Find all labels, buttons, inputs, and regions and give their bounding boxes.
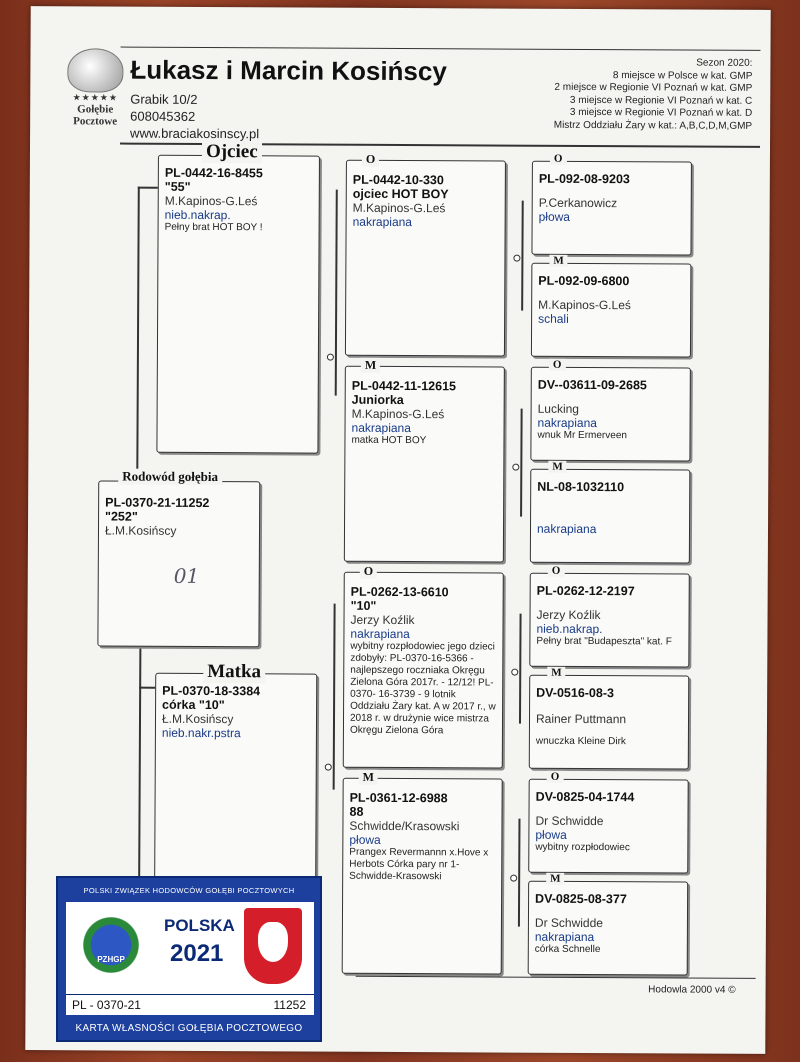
card-ring-serial: 11252 bbox=[273, 998, 306, 1012]
grandmother-paternal-box bbox=[344, 366, 505, 563]
connector-dot bbox=[511, 669, 518, 676]
pedigree-ring: PL-0442-10-330 bbox=[352, 172, 444, 188]
subject-title: Rodowód gołębia bbox=[118, 469, 222, 486]
connector-dot bbox=[512, 464, 519, 471]
mother-owner: Ł.M.Kosińscy bbox=[161, 711, 234, 727]
father-color: nieb.nakrap. bbox=[164, 207, 231, 223]
sex-tag: O bbox=[548, 565, 565, 577]
father-name: "55" bbox=[164, 179, 191, 194]
pedigree-note: wnuczka Kleine Dirk bbox=[535, 735, 626, 748]
pedigree-ring: PL-0442-11-12615 bbox=[351, 378, 457, 394]
card-country: POLSKA bbox=[164, 916, 235, 935]
pedigree-owner: Rainer Puttmann bbox=[535, 711, 627, 727]
pedigree-note: córka Schnelle bbox=[534, 943, 601, 956]
club-logo bbox=[60, 48, 130, 127]
pedigree-note: matka HOT BOY bbox=[351, 434, 427, 447]
great-grandparent-box bbox=[530, 367, 690, 462]
sex-tag: M bbox=[546, 873, 564, 885]
season-results bbox=[554, 57, 753, 133]
pedigree-color: płowa bbox=[535, 827, 567, 842]
connector-dot bbox=[510, 875, 517, 882]
great-grandparent-box bbox=[528, 881, 688, 976]
pedigree-ring: PL-092-08-9203 bbox=[538, 171, 630, 187]
connector-dot bbox=[325, 764, 332, 771]
pedigree-ring: DV--03611-09-2685 bbox=[537, 377, 647, 393]
pedigree-ring: NL-08-1032110 bbox=[537, 479, 625, 495]
pedigree-color: schali bbox=[538, 311, 569, 326]
pedigree-ring: PL-0361-12-6988 bbox=[349, 790, 448, 806]
ownership-card bbox=[56, 876, 322, 1042]
polish-eagle-icon bbox=[244, 908, 302, 984]
pedigree-owner: P.Cerkanowicz bbox=[538, 195, 618, 211]
mother-box bbox=[154, 673, 317, 888]
connector bbox=[518, 819, 520, 927]
pedigree-color: płowa bbox=[538, 209, 571, 224]
great-grandparent-box bbox=[530, 469, 690, 564]
connector-dot bbox=[513, 255, 520, 262]
contact-info bbox=[130, 91, 259, 143]
sex-tag: O bbox=[547, 771, 564, 783]
great-grandparent-box bbox=[529, 675, 689, 770]
card-ring-number bbox=[66, 994, 314, 1015]
card-header: POLSKI ZWIĄZEK HODOWCÓW GOŁĘBI POCZTOWYCH bbox=[83, 886, 295, 895]
mother-ring: PL-0370-18-3384 bbox=[162, 683, 261, 699]
mother-title: Matka bbox=[203, 661, 265, 683]
connector bbox=[519, 614, 521, 724]
pedigree-ring: DV-0516-08-3 bbox=[536, 685, 615, 701]
connector bbox=[335, 190, 338, 396]
sex-tag: O bbox=[362, 152, 379, 167]
sex-tag: M bbox=[549, 255, 567, 267]
great-grandparent-box bbox=[531, 161, 691, 256]
subject-name: "252" bbox=[105, 509, 138, 524]
season-line: 3 miejsce w Regionie VI Poznań w kat. C bbox=[569, 94, 753, 107]
pedigree-owner: M.Kapinos-G.Leś bbox=[538, 297, 631, 313]
father-title: Ojciec bbox=[202, 141, 262, 163]
pedigree-owner: Dr Schwidde bbox=[535, 813, 604, 829]
pedigree-ring: DV-0825-04-1744 bbox=[535, 789, 635, 805]
great-grandparent-box bbox=[528, 779, 688, 874]
season-line: 2 miejsce w Regionie VI Poznań w kat. GMP bbox=[554, 81, 753, 94]
header-top-rule bbox=[121, 47, 761, 51]
pedigree-owner: M.Kapinos-G.Leś bbox=[351, 406, 445, 422]
pedigree-ring: PL-0262-12-2197 bbox=[536, 583, 635, 599]
handwritten-number: 01 bbox=[173, 563, 200, 588]
emblem-text: PZHGP bbox=[97, 955, 125, 964]
pedigree-owner: Schwidde/Krasowski bbox=[349, 818, 460, 834]
season-line: Sezon 2020: bbox=[696, 57, 753, 69]
pedigree-owner: Dr Schwidde bbox=[534, 915, 604, 931]
mother-name: córka "10" bbox=[162, 697, 225, 713]
pedigree-name: "10" bbox=[350, 598, 377, 613]
pedigree-ring: DV-0825-08-377 bbox=[535, 891, 627, 907]
father-box bbox=[156, 155, 320, 454]
connector-dot bbox=[327, 354, 334, 361]
pedigree-note: wybitny rozpłodowiec jego dzieci zdobyły: PL-0370-16-5366 - najlepszego roczniaka Okręgu Zielona Góra 2017r. - 12/12! PL-0370- 16-3739 - 9 lotnik Oddziału Żary kat. A w 2017 r., w 2018 r. w drużynie wice mistrza Okręgu Zielona Góra bbox=[349, 640, 496, 737]
sex-tag: M bbox=[361, 358, 380, 373]
sex-tag: M bbox=[548, 461, 566, 473]
season-line: Mistrz Oddziału Żary w kat.: A,B,C,D,M,GMP bbox=[553, 119, 753, 132]
pedigree-color: nakrapiana bbox=[537, 415, 597, 431]
father-owner: M.Kapinos-G.Leś bbox=[164, 193, 258, 209]
pedigree-note: Pełny brat "Budapeszta" kat. F bbox=[536, 635, 672, 648]
mother-color: nieb.nakr.pstra bbox=[161, 725, 241, 741]
connector bbox=[138, 187, 158, 189]
phone: 608045362 bbox=[130, 108, 196, 124]
father-note: Pełny brat HOT BOY ! bbox=[164, 221, 263, 234]
pedigree-color: nakrapiana bbox=[352, 214, 413, 230]
connector bbox=[136, 187, 139, 479]
card-body bbox=[66, 902, 314, 994]
pedigree-color: nakrapiana bbox=[536, 521, 597, 537]
pedigree-color: nakrapiana bbox=[351, 420, 411, 436]
connector bbox=[139, 687, 155, 689]
season-line: 8 miejsce w Polsce w kat. GMP bbox=[612, 69, 753, 82]
pedigree-name: ojciec HOT BOY bbox=[352, 186, 449, 202]
software-credit: Hodowla 2000 v4 © bbox=[648, 984, 736, 996]
logo-stars: ★★★★★ bbox=[72, 92, 118, 103]
father-ring: PL-0442-16-8455 bbox=[164, 165, 263, 181]
grandmother-maternal-box bbox=[342, 778, 503, 975]
page-title: Łukasz i Marcin Kosińscy bbox=[130, 54, 447, 87]
pzhgp-emblem-icon bbox=[76, 910, 146, 980]
sex-tag: O bbox=[550, 153, 567, 165]
pedigree-owner: Jerzy Koźlik bbox=[536, 607, 601, 623]
pedigree-owner: Jerzy Koźlik bbox=[350, 612, 415, 628]
address: Grabik 10/2 bbox=[130, 91, 198, 107]
pedigree-owner: Lucking bbox=[537, 401, 580, 416]
subject-owner: Ł.M.Kosińscy bbox=[104, 523, 177, 538]
subject-ring: PL-0370-21-11252 bbox=[105, 495, 210, 511]
connector bbox=[333, 604, 335, 790]
pedigree-color: nakrapiana bbox=[350, 626, 410, 642]
pedigree-ring: PL-092-09-6800 bbox=[538, 273, 630, 289]
sex-tag: O bbox=[360, 564, 377, 579]
grandfather-paternal-box bbox=[345, 160, 506, 357]
card-year: 2021 bbox=[170, 940, 224, 967]
pigeon-logo-icon bbox=[67, 48, 123, 92]
great-grandparent-box bbox=[529, 573, 689, 668]
connector bbox=[138, 647, 141, 887]
pedigree-note: wybitny rozpłodowiec bbox=[535, 841, 630, 854]
website-link[interactable]: www.braciakosinscy.pl bbox=[130, 125, 260, 142]
connector bbox=[520, 409, 522, 517]
logo-text: Gołębie Pocztowe bbox=[73, 103, 118, 128]
sex-tag: O bbox=[549, 359, 566, 371]
pedigree-color: nieb.nakrap. bbox=[536, 621, 603, 637]
grandfather-maternal-box bbox=[343, 572, 504, 769]
connector bbox=[521, 201, 523, 311]
pedigree-name: Juniorka bbox=[351, 392, 404, 408]
pedigree-ring: PL-0262-13-6610 bbox=[350, 584, 449, 600]
card-footer: KARTA WŁASNOŚCI GOŁĘBIA POCZTOWEGO bbox=[75, 1023, 303, 1034]
card-ring-prefix: PL - 0370-21 bbox=[72, 998, 141, 1012]
pedigree-color: nakrapiana bbox=[534, 929, 595, 945]
sex-tag: M bbox=[547, 667, 565, 679]
great-grandparent-box bbox=[531, 263, 691, 358]
pedigree-note: Prangex Revermannn x.Hove x Herbots Córka pary nr 1-Schwidde-Krasowski bbox=[349, 846, 489, 883]
footer-rule bbox=[356, 976, 756, 979]
pedigree-name: 88 bbox=[349, 804, 364, 819]
pedigree-note: wnuk Mr Ermerveen bbox=[537, 429, 627, 442]
pedigree-color: płowa bbox=[349, 832, 381, 847]
season-line: 3 miejsce w Regionie VI Poznań w kat. D bbox=[569, 106, 753, 119]
sex-tag: M bbox=[359, 770, 378, 785]
pedigree-owner: M.Kapinos-G.Leś bbox=[352, 200, 446, 216]
